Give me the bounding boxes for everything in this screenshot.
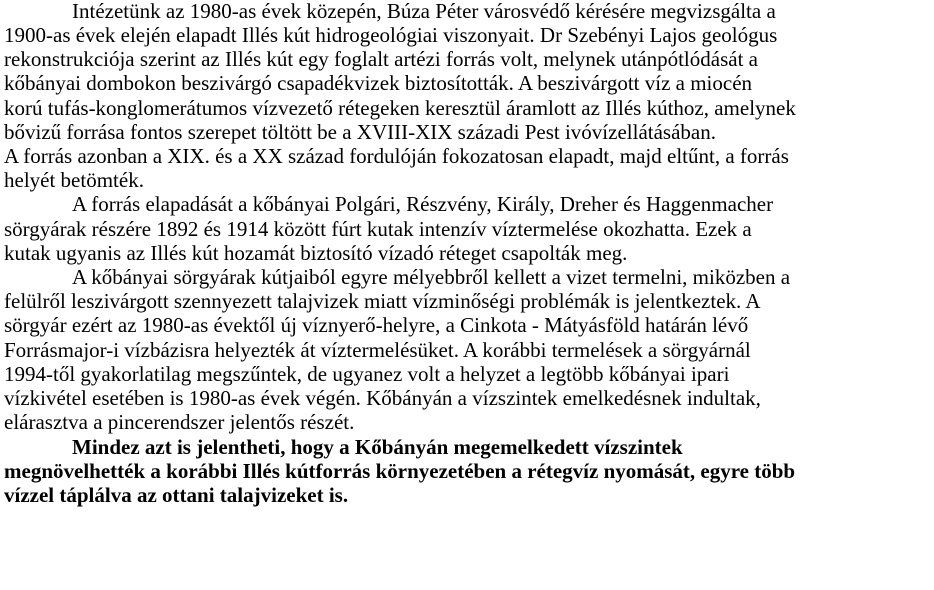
- paragraph-5-line-3: vízzel táplálva az ottani talajvizeket is.: [4, 483, 349, 507]
- paragraph-4-line-3: sörgyár ezért az 1980-as évektől új víznyerő-helyre, a Cinkota - Mátyásföld határán lévő: [4, 313, 749, 337]
- paragraph-4-line-6: vízkivétel esetében is 1980-as évek végén. Kőbányán a vízszintek emelkedésnek indultak,: [4, 386, 761, 410]
- paragraph-3-line-1: A forrás elapadását a kőbányai Polgári, Részvény, Király, Dreher és Haggenmacher: [72, 192, 774, 216]
- paragraph-4-line-5: 1994-től gyakorlatilag megszűntek, de ugyanez volt a helyzet a legtöbb kőbányai ipari: [4, 362, 730, 386]
- paragraph-3-line-2: sörgyárak részére 1892 és 1914 között fúrt kutak intenzív víztermelése okozhatta. Ezek a: [4, 217, 752, 241]
- paragraph-4-line-1: A kőbányai sörgyárak kútjaiból egyre mélyebbről kellett a vizet termelni, miközben a: [72, 265, 791, 289]
- paragraph-5-line-1: Mindez azt is jelentheti, hogy a Kőbányán megemelkedett vízszintek: [72, 435, 683, 459]
- paragraph-1-line-3: rekonstrukciója szerint az Illés kút egy foglalt artézi forrás volt, melynek utánpótlódását a: [4, 47, 758, 71]
- paragraph-1-line-2: 1900-as évek elején elapadt Illés kút hidrogeológiai viszonyait. Dr Szebényi Lajos geológus: [4, 23, 778, 47]
- paragraph-3-line-3: kutak ugyanis az Illés kút hozamát biztosító vízadó réteget csapolták meg.: [4, 241, 628, 265]
- paragraph-2-line-2: helyét betömték.: [4, 168, 144, 192]
- paragraph-1-line-6: bővizű forrása fontos szerepet töltött be a XVIII-XIX századi Pest ivóvízellátásában.: [4, 120, 716, 144]
- paragraph-4-line-7: elárasztva a pincerendszer jelentős részét.: [4, 410, 355, 434]
- paragraph-1-line-4: kőbányai dombokon beszivárgó csapadékvizek biztosították. A beszivárgott víz a miocén: [4, 71, 753, 95]
- paragraph-1-line-1: Intézetünk az 1980-as évek közepén, Búza Péter városvédő kérésére megvizsgálta a: [72, 0, 776, 23]
- paragraph-1-line-5: korú tufás-konglomerátumos vízvezető rétegeken keresztül áramlott az Illés kúthoz, amelynek: [4, 96, 796, 120]
- paragraph-4-line-4: Forrásmajor-i vízbázisra helyezték át víztermelésüket. A korábbi termelések a sörgyárnál: [4, 338, 751, 362]
- paragraph-5-line-2: megnövelhették a korábbi Illés kútforrás környezetében a rétegvíz nyomását, egyre több: [4, 459, 796, 483]
- paragraph-4-line-2: felülről leszivárgott szennyezett talajvizek miatt vízminőségi problémák is jelentkeztek. A: [4, 289, 761, 313]
- paragraph-2-line-1: A forrás azonban a XIX. és a XX század fordulóján fokozatosan elapadt, majd eltűnt, a forrás: [4, 144, 789, 168]
